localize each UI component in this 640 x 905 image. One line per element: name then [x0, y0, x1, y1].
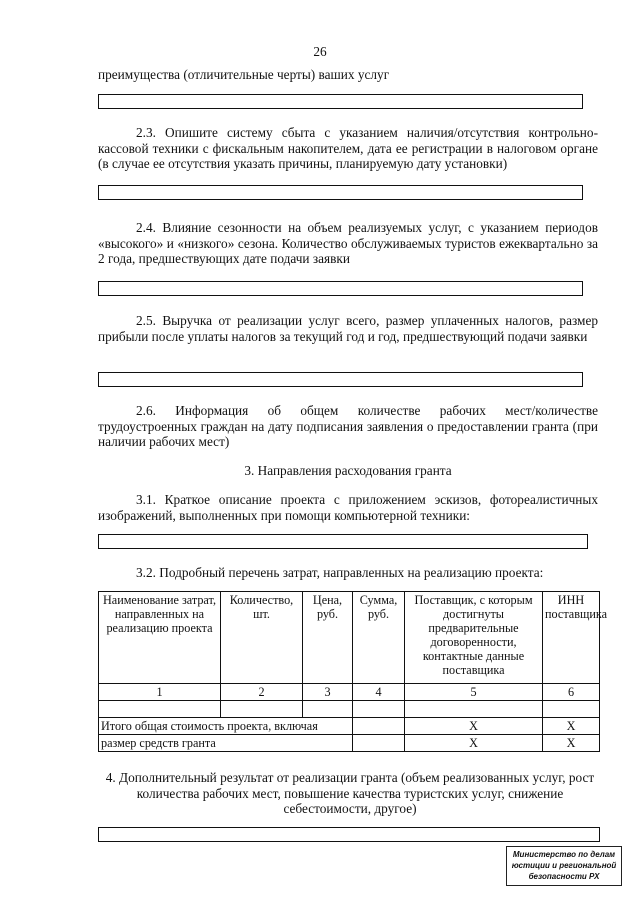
answer-field-2-3[interactable]: [98, 185, 583, 200]
total-label: Итого общая стоимость проекта, включая: [99, 718, 353, 735]
intro-line: преимущества (отличительные черты) ваших услуг: [98, 67, 390, 82]
answer-field-2-5[interactable]: [98, 372, 583, 387]
answer-field-2-2[interactable]: [98, 94, 583, 109]
item-2-3: 2.3. Опишите систему сбыта с указанием наличия/отсутствия контрольно-кассовой техники с фискальным накопителем, дата ее регистрации в налоговом органе (в случае ее отсутствия указать причины, планируемую дату установки): [98, 125, 598, 171]
cell-empty[interactable]: [543, 701, 600, 718]
col-number-6: 6: [543, 684, 600, 701]
item-2-6: 2.6. Информация об общем количестве рабочих мест/количестве трудоустроенных граждан на дату подписания заявления о предоставлении гранта (при наличии рабочих мест): [98, 403, 598, 449]
grant-inn-mark: X: [543, 735, 600, 752]
ministry-stamp: [506, 846, 622, 886]
stamp-line-1: Министерство по делам: [512, 850, 616, 859]
table-row-total: [99, 718, 600, 735]
total-supplier-mark: X: [405, 718, 543, 735]
header-inn: ИНН поставщика: [543, 592, 600, 684]
answer-field-2-4[interactable]: [98, 281, 583, 296]
col-number-3: 3: [303, 684, 353, 701]
header-price: Цена, руб.: [303, 592, 353, 684]
table-row-grant: [99, 735, 600, 752]
item-3-2: 3.2. Подробный перечень затрат, направленных на реализацию проекта:: [136, 565, 544, 580]
cell-empty[interactable]: [405, 701, 543, 718]
header-supplier: Поставщик, с которым достигнуты предварительные договоренности, контактные данные поставщика: [405, 592, 543, 684]
stamp-line-2: юстиции и региональной: [511, 861, 617, 870]
col-number-5: 5: [405, 684, 543, 701]
page-number: 26: [313, 44, 327, 59]
item-2-4: 2.4. Влияние сезонности на объем реализуемых услуг, с указанием периодов «высокого» и «низкого» сезона. Количество обслуживаемых туристов ежеквартально за 2 года, предшествующих дате подачи заявки: [98, 220, 598, 266]
table-row-empty[interactable]: [99, 701, 600, 718]
col-number-2: 2: [221, 684, 303, 701]
item-3-1: 3.1. Краткое описание проекта с приложением эскизов, фотореалистичных изображений, выполненных при помощи компьютерной техники:: [98, 492, 598, 523]
total-sum-cell[interactable]: [353, 718, 405, 735]
stamp-line-3: безопасности РХ: [528, 872, 600, 881]
cell-empty[interactable]: [99, 701, 221, 718]
section-3-title: 3. Направления расходования гранта: [244, 463, 452, 478]
cell-empty[interactable]: [303, 701, 353, 718]
grant-sum-cell[interactable]: [353, 735, 405, 752]
cell-empty[interactable]: [353, 701, 405, 718]
header-quantity: Количество, шт.: [221, 592, 303, 684]
answer-field-4[interactable]: [98, 827, 600, 842]
cost-table: [98, 591, 608, 752]
grant-supplier-mark: X: [405, 735, 543, 752]
col-number-1: 1: [99, 684, 221, 701]
header-cost-name: Наименование затрат, направленных на реализацию проекта: [99, 592, 221, 684]
item-2-5: 2.5. Выручка от реализации услуг всего, размер уплаченных налогов, размер прибыли после уплаты налогов за текущий год и год, предшествующий подачи заявки: [98, 313, 598, 344]
answer-field-3-1[interactable]: [98, 534, 588, 549]
header-sum: Сумма, руб.: [353, 592, 405, 684]
item-4: 4. Дополнительный результат от реализации гранта (объем реализованных услуг, рост количества рабочих мест, повышение качества туристских услуг, снижение себестоимости, другое): [105, 770, 595, 816]
total-inn-mark: X: [543, 718, 600, 735]
cell-empty[interactable]: [221, 701, 303, 718]
table-header-row: [99, 592, 600, 684]
grant-label: размер средств гранта: [99, 735, 353, 752]
col-number-4: 4: [353, 684, 405, 701]
table-number-row: [99, 684, 600, 701]
